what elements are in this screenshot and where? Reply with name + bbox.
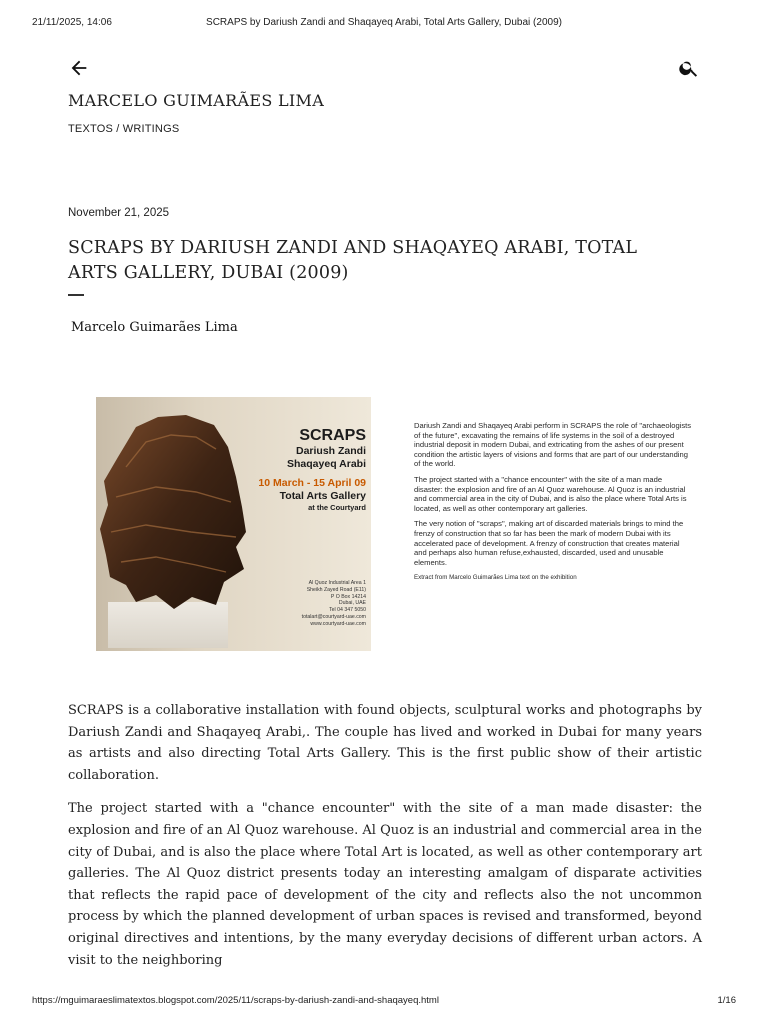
- title-divider: [68, 294, 84, 296]
- poster-address: [264, 580, 366, 628]
- print-url: https://mguimaraeslimatextos.blogspot.com/2025/11/scraps-by-dariush-zandi-and-shaqayeq.html: [32, 995, 439, 1006]
- body-paragraph: SCRAPS is a collaborative installation with found objects, sculptural works and photographs by Dariush Zandi and Shaqayeq Arabi,. The couple has lived and worked in Dubai for many years as artists and also directing Total Arts Gallery. This is the first public show of their artistic collaboration.: [68, 703, 702, 783]
- address-line: totalart@courtyard-uae.com: [301, 613, 366, 620]
- poster-dates: 10 March - 15 April 09: [258, 477, 366, 489]
- address-line: Sheikh Zayed Road (E11): [306, 586, 366, 593]
- sculpture-shape: [96, 397, 246, 612]
- blog-title[interactable]: MARCELO GUIMARÃES LIMA: [68, 91, 325, 110]
- page-number: 1/16: [717, 995, 736, 1006]
- poster-artist: Shaqayeq Arabi: [287, 458, 366, 470]
- poster-paragraph: The project started with a "chance encounter" with the site of a man made disaster: the explosion and fire of an Al Quoz warehouse. Al Quoz is an industrial and commercial area in the city of Dubai, and is also the place where Total Arts is located, as well as other contemporary art galleries.: [414, 474, 687, 513]
- poster-paragraph: The very notion of "scraps", making art of discarded materials brings to mind the frenzy of construction that so far has been the mark of modern Dubai with its accelerated pace of development. A frenzy of construction that creates material and perhaps also human refuse,exhausted, discarded, used and unusable elements.: [414, 519, 684, 567]
- post-author: Marcelo Guimarães Lima: [71, 320, 238, 335]
- address-line: P O Box 14214: [330, 593, 366, 600]
- blog-subtitle: TEXTOS / WRITINGS: [68, 123, 180, 135]
- exhibition-poster-image: [96, 397, 692, 651]
- print-header: [32, 17, 736, 31]
- poster-venue: at the Courtyard: [308, 503, 366, 512]
- print-datetime: 21/11/2025, 14:06: [32, 17, 112, 28]
- poster-text-block: [414, 421, 692, 583]
- print-footer: [32, 995, 736, 1009]
- address-line: Tel 04 347 5050: [329, 607, 366, 614]
- arrow-left-icon[interactable]: [68, 57, 90, 79]
- post-body: [68, 700, 702, 983]
- poster-gallery: Total Arts Gallery: [279, 490, 366, 502]
- poster-artist: Dariush Zandi: [295, 445, 366, 457]
- address-line: Al Quoz Industrial Area 1: [308, 580, 366, 586]
- post-title: SCRAPS BY DARIUSH ZANDI AND SHAQAYEQ ARABI, TOTAL ARTS GALLERY, DUBAI (2009): [68, 238, 638, 283]
- poster-paragraph: Dariush Zandi and Shaqayeq Arabi perform in SCRAPS the role of "archaeologists of the future", excavating the remains of life systems in the soil of a destroyed industrial deposit in modern Dubai, and extricating from the ashes of our present condition the artistic layers of visions and forms that are part of our understanding of the world.: [414, 421, 692, 469]
- address-line: www.courtyard-uae.com: [310, 620, 366, 627]
- body-paragraph: The project started with a "chance encounter" with the site of a man made disaster: the explosion and fire of an Al Quoz warehouse. Al Quoz is an industrial and commercial area in the city of Dubai, and is also the place where Total Art is located, as well as other contemporary art galleries. The Al Quoz district presents today an interesting amalgam of disparate activities that reflects the rapid pace of development of the city and reflects also the not uncommon process by which the planned development of urban spaces is revised and transformed, beyond original directives and intentions, by the many everyday decisions of different urban actors. A visit to the neighboring: [68, 801, 702, 968]
- top-bar: [68, 57, 700, 81]
- poster-extract-credit: Extract from Marcelo Guimarães Lima text on the exhibition: [414, 574, 577, 582]
- address-line: Dubai, UAE: [338, 600, 366, 607]
- poster-heading: [244, 427, 366, 513]
- print-document-title: SCRAPS by Dariush Zandi and Shaqayeq Arabi, Total Arts Gallery, Dubai (2009): [206, 17, 562, 28]
- post-date: November 21, 2025: [68, 207, 170, 219]
- poster-title: SCRAPS: [299, 427, 366, 444]
- search-icon[interactable]: [678, 57, 700, 79]
